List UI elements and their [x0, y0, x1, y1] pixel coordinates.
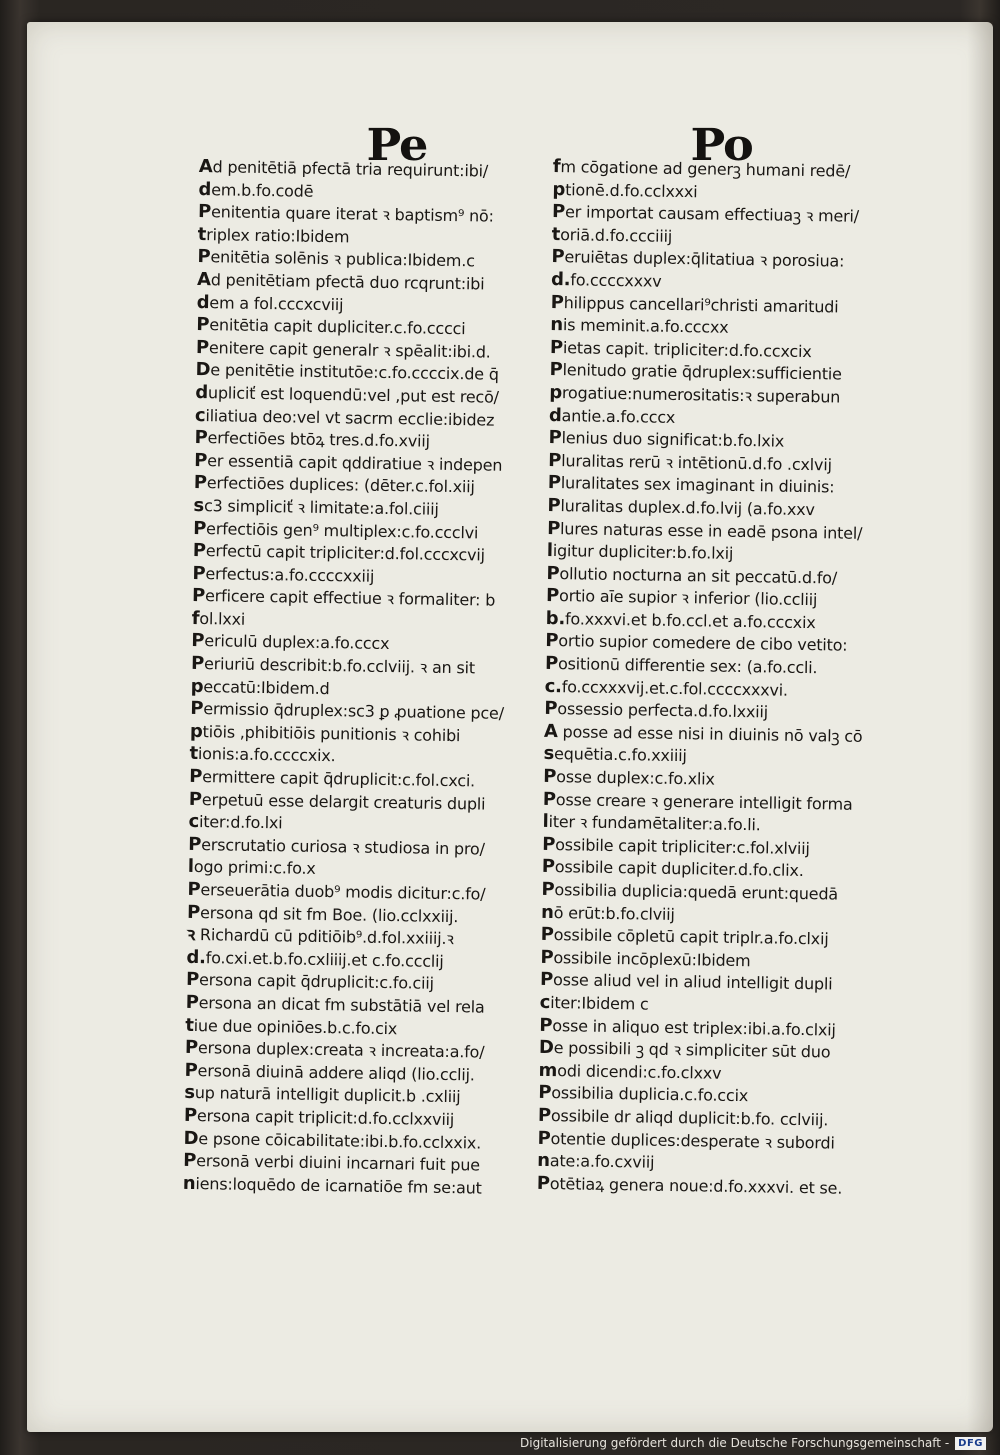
index-entry-line: d.fo.cxi.et.b.fo.cxliiij.et c.fo.ccclij — [186, 946, 444, 971]
index-entry-line: Portio aīe supior ꝛ inferior (lio.ccliij — [545, 585, 818, 610]
index-entry-line: ptiōis ,phibitiōis punitionis ꝛ cohibi — [189, 720, 461, 746]
index-entry-line: Per importat causam effectiuaꝫ ꝛ meri/ — [551, 201, 860, 226]
running-head-left: Pe — [366, 120, 428, 171]
index-entry-line: Possibile incōplexū:Ibidem — [540, 946, 751, 970]
index-entry-line: Plenius duo significat:b.fo.lxix — [548, 427, 785, 451]
index-entry-line: Persona an dicat fm substātiā vel rela — [185, 991, 485, 1017]
index-entry-line: Penitentia quare iterat ꝛ baptism⁹ nō: — [197, 201, 494, 226]
index-entry-line: A posse ad esse nisi in diuinis nō valꝫ cō — [543, 720, 863, 746]
index-entry-line: dantie.a.fo.cccx — [548, 404, 676, 427]
index-entry-line: Persona qd sit fm Boe. (lio.cclxxiij. — [186, 901, 459, 926]
index-entry-line: Perfectus:a.fo.ccccxxiij — [192, 562, 375, 586]
index-entry-line: Positionū differentie sex: (a.fo.ccli. — [544, 653, 818, 678]
index-entry-line: ptionē.d.fo.cclxxxi — [552, 178, 698, 201]
index-column-left — [183, 156, 539, 1201]
index-entry-line: Penitētia solēnis ꝛ publica:Ibidem.c — [197, 246, 475, 271]
index-entry-line: Penitētia capit dupliciter.c.fo.cccci — [196, 314, 466, 339]
digitization-footer — [520, 1435, 986, 1451]
index-entry-line: tionis:a.fo.ccccxix. — [189, 743, 336, 766]
index-entry-line: Possibilia duplicia.c.fo.ccix — [538, 1082, 749, 1106]
index-entry-line: Potētiaꝝ genera noue:d.fo.xxxvi. et se. — [536, 1172, 843, 1198]
running-head-right: Po — [690, 120, 753, 171]
index-entry-line: Plenitudo gratie q̄druplex:sufficientie — [549, 359, 842, 384]
index-entry-line: Possibile capit dupliciter.d.fo.clix. — [541, 856, 804, 881]
index-entry-line: nis meminit.a.fo.cccxx — [550, 314, 729, 337]
index-entry-line: fol.lxxi — [191, 607, 246, 629]
index-entry-line: sup naturā intelligit duplicit.b .cxliij — [184, 1082, 461, 1107]
index-entry-line: Persona duplex:creata ꝛ increata:a.fo/ — [184, 1037, 485, 1062]
index-entry-line: b.fo.xxxvi.et b.fo.ccl.et a.fo.cccxix — [545, 607, 816, 633]
index-entry-line: Possibile capit tripliciter:c.fol.xlviij — [542, 833, 810, 858]
index-entry-line: Personā verbi diuini incarnari fuit pue — [183, 1150, 481, 1175]
index-entry-line: Ad penitētiam pfectā duo rcqrunt:ibi — [196, 268, 485, 294]
index-entry-line: Posse in aliquo est triplex:ibi.a.fo.clxij — [539, 1014, 836, 1040]
index-entry-line: sequētia.c.fo.xxiiij — [543, 743, 687, 766]
index-entry-line: liter ꝛ fundamētaliter:a.fo.li. — [542, 811, 761, 835]
index-entry-line: ligitur dupliciter:b.fo.lxij — [546, 540, 734, 563]
index-entry-line: Penitere capit generalr ꝛ spēalit:ibi.d. — [195, 336, 491, 362]
index-entry-line: triplex ratio:Ibidem — [197, 223, 350, 247]
index-entry-line: Pietas capit. tripliciter:d.fo.ccxcix — [549, 336, 812, 361]
index-entry-line: niens:loquēdo de icarnatiōe fm se:aut — [182, 1172, 482, 1198]
funding-credit: Digitalisierung gefördert durch die Deutsche Forschungsgemeinschaft - — [520, 1436, 950, 1450]
index-entry-line: Perfectiōis gen⁹ multiplex:c.fo.ccclvi — [192, 517, 479, 542]
index-entry-line: Pluralitas duplex.d.fo.lvij (a.fo.xxv — [547, 494, 815, 520]
index-entry-line: Plures naturas esse in eadē psona intel/ — [546, 517, 863, 543]
index-entry-line: dem.b.fo.codē — [198, 178, 314, 201]
index-entry-line: Possibilia duplicia:quedā erunt:quedā — [541, 878, 839, 904]
index-entry-line: citer:d.fo.lxi — [188, 811, 283, 833]
index-entry-line: Portio supior comedere de cibo vetito: — [545, 630, 848, 656]
index-entry-line: Per essentiā capit qddiratiue ꝛ indepen — [194, 449, 503, 475]
index-entry-line: Permissio q̄druplex:sc3 ꝑ ꝓuatione pce/ — [190, 698, 504, 724]
index-entry-line: dem a fol.cccxcviij — [196, 291, 344, 314]
index-entry-line: Persona capit triplicit:d.fo.cclxxviij — [183, 1104, 455, 1130]
index-entry-line: Pluralitates sex imaginant in diuinis: — [547, 472, 835, 497]
index-entry-line: Periculū duplex:a.fo.cccx — [191, 630, 390, 654]
index-entry-line: Perficere capit effectiue ꝛ formaliter: b — [191, 585, 496, 610]
index-entry-line: logo primi:c.fo.x — [187, 856, 316, 879]
index-entry-line: Perpetuū esse delargit creaturis dupli — [188, 788, 486, 814]
index-entry-line: Philippus cancellari⁹christi amaritudi — [550, 291, 839, 317]
index-entry-line: Peruiētas duplex:q̄litatiua ꝛ porosiua: — [551, 246, 845, 271]
index-entry-line: c.fo.ccxxxvij.et.c.fol.ccccxxxvi. — [544, 675, 789, 700]
index-entry-line: nate:a.fo.cxviij — [537, 1150, 655, 1172]
index-entry-line: Potentie duplices:desperate ꝛ subordi — [537, 1127, 835, 1153]
index-entry-line: Posse duplex:c.fo.xlix — [543, 765, 715, 789]
index-entry-line: Pluralitas rerū ꝛ intētionū.d.fo .cxlvij — [548, 449, 832, 475]
index-entry-line: Possessio perfecta.d.fo.lxxiij — [544, 698, 769, 722]
index-entry-line: De possibili ꝫ qd ꝛ simpliciter sūt duo — [538, 1037, 831, 1062]
index-entry-line: dupliciť est loquendū:vel ,put est recō/ — [195, 381, 499, 407]
index-entry-line: Permittere capit q̄druplicit:c.fol.cxci. — [189, 765, 476, 791]
index-entry-line: Possibile cōpletū capit triplr.a.fo.clxij — [540, 924, 829, 949]
index-entry-line: Ad penitētiā pfectā tria requirunt:ibi/ — [198, 156, 489, 181]
index-entry-line: De penitētie institutōe:c.fo.ccccix.de q̄ — [195, 359, 499, 385]
index-entry-line: Personā diuinā addere aliqd (lio.cclij. — [184, 1059, 475, 1085]
index-entry-line: ciliatiua deo:vel vt sacrm ecclie:ibidez — [194, 404, 495, 430]
index-entry-line: Periuriū describit:b.fo.cclviij. ꝛ an sit — [190, 653, 476, 678]
index-entry-line: Posse creare ꝛ generare intelligit forma — [542, 788, 853, 814]
index-entry-line: nō erūt:b.fo.clviij — [540, 901, 675, 924]
index-entry-line: Perfectū capit tripliciter:d.fol.cccxcvij — [192, 540, 486, 565]
index-entry-line: citer:Ibidem c — [539, 991, 649, 1014]
dfg-logo: DFG — [955, 1437, 986, 1450]
index-entry-line: Pollutio nocturna an sit peccatū.d.fo/ — [546, 562, 838, 588]
index-column-right — [537, 156, 898, 1201]
index-entry-line: Perfectiōes duplices: (dēter.c.fol.xiij — [193, 472, 475, 497]
index-entry-line: fm cōgatione ad generꝫ humani redē/ — [552, 156, 851, 181]
index-entry-line: ꝛ Richardū cū pditiōib⁹.d.fol.xxiiij.ꝛ — [186, 924, 454, 949]
index-entry-line: modi dicendi:c.fo.clxxv — [538, 1059, 722, 1083]
index-entry-line: Perscrutatio curiosa ꝛ studiosa in pro/ — [188, 833, 485, 859]
index-entry-line: Perseuerātia duob⁹ modis dicitur:c.fo/ — [187, 878, 486, 904]
index-entry-line: tiue due opiniōes.b.c.fo.cix — [185, 1014, 398, 1038]
index-entry-line: d.fo.ccccxxxv — [550, 268, 662, 291]
index-entry-line: Perfectiōes btōꝝ tres.d.fo.xviij — [194, 427, 431, 451]
index-entry-line: De psone cōicabilitate:ibi.b.fo.cclxxix. — [183, 1127, 482, 1153]
index-entry-line: progatiue:numerositatis:ꝛ superabun — [549, 381, 841, 407]
index-entry-line: toriā.d.fo.ccciiij — [551, 223, 673, 246]
index-entry-line: Persona capit q̄druplicit:c.fo.ciij — [185, 969, 434, 994]
index-entry-line: sc3 simpliciť ꝛ limitate:a.fol.ciiij — [193, 494, 439, 519]
index-entry-line: Possibile dr aliqd duplicit:b.fo. cclviij. — [537, 1104, 829, 1130]
index-entry-line: Posse aliud vel in aliud intelligit dupli — [539, 969, 833, 994]
index-entry-line: peccatū:Ibidem.d — [190, 675, 330, 698]
